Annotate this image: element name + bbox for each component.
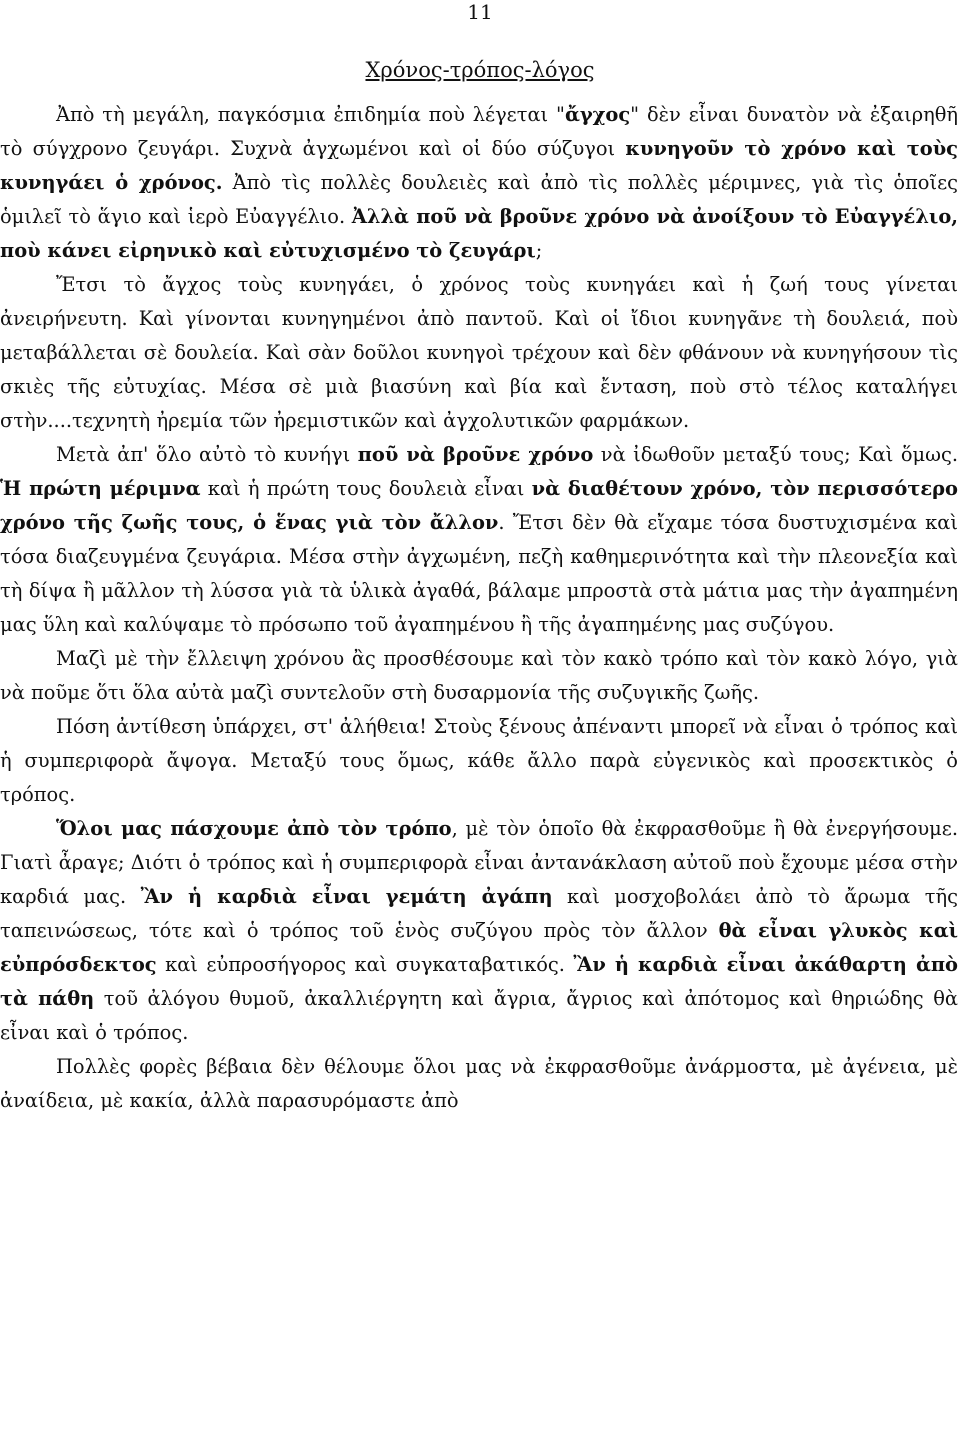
text-run: τοῦ ἀλόγου θυμοῦ, ἀκαλλιέργητη καὶ ἄγρια, ἄγριος καὶ ἀπότομος καὶ θηριώδης θὰ εἶναι καὶ ὁ τρόπος. [0,987,958,1044]
text-run: Ἔτσι τὸ ἄγχος τοὺς κυνηγάει, ὁ χρόνος τοὺς κυνηγάει καὶ ἡ ζωή τους γίνεται ἀνειρήνευτη. Καὶ γίνονται κυνηγημένοι ἀπὸ παντοῦ. Καὶ οἱ ἴδιοι κυνηγᾶνε τὴ δουλειά, ποὺ μεταβάλλεται σὲ δουλεία. Καὶ σὰν δοῦλοι κυνηγοὶ τρέχουν καὶ δὲν φθάνουν νὰ κυνηγήσουν τὶς σκιὲς τῆς εὐτυχίας. Μέσα σὲ μιὰ βιασύνη καὶ βία καὶ ἔνταση, ποὺ στὸ τέλος καταλήγει στὴν....τεχνητὴ ἠρεμία τῶν ἠρεμιστικῶν καὶ ἀγχολυτικῶν φαρμάκων. [0,273,958,432]
text-run: Πολλὲς φορὲς βέβαια δὲν θέλουμε ὅλοι μας νὰ ἐκφρασθοῦμε ἀνάρμοστα, μὲ ἀγένεια, μὲ ἀναίδεια, μὲ κακία, ἀλλὰ παρασυρόμαστε ἀπὸ [0,1055,958,1112]
body-text [0,98,958,1118]
paragraph [0,1050,958,1118]
text-run: ; [535,239,543,262]
paragraph [0,268,958,438]
paragraph [0,710,958,812]
text-run: νὰ ἰδωθοῦν μεταξύ τους; Καὶ ὅμως. [593,443,958,466]
text-run: " δὲν εἶναι δυνατὸν νὰ ἐξαιρηθῆ τὸ σύγχρονο ζευγάρι. Συχνὰ ἀγχωμένοι καὶ οἱ δύο σύζυγοι [0,103,958,160]
bold-text: Ἂν ἡ καρδιὰ εἶναι ἀκάθαρτη ἀπὸ τὰ πάθη [0,953,958,1010]
text-run: καὶ εὐπροσήγορος καὶ συγκαταβατικός. [156,953,574,976]
paragraph [0,642,958,710]
text-run: Πόση ἀντίθεση ὑπάρχει, στ' ἀλήθεια! Στοὺς ξένους ἀπέναντι μπορεῖ νὰ εἶναι ὁ τρόπος καὶ ἡ συμπεριφορὰ ἄψογα. Μεταξύ τους ὅμως, κάθε ἄλλο παρὰ εὐγενικὸς καὶ προσεκτικὸς ὁ τρόπος. [0,715,958,806]
chapter-title: Χρόνος-τρόπος-λόγος [365,58,595,82]
bold-text: ἄγχος [564,103,631,126]
text-run: , μὲ τὸν ὁποῖο θὰ ἐκφρασθοῦμε ἢ θὰ ἐνεργήσουμε. Γιατὶ ἆραγε; Διότι ὁ τρόπος καὶ ἡ συμπεριφορὰ εἶναι ἀντανάκλαση αὐτοῦ ποὺ ἔχουμε μέσα στὴν καρδιά μας. [0,817,958,908]
text-run: Ἀπὸ τὶς πολλὲς δουλειὲς καὶ ἀπὸ τὶς πολλὲς μέριμνες, γιὰ τὶς ὁποῖες ὁμιλεῖ τὸ ἅγιο καὶ ἱερὸ Εὐαγγέλιο. [0,171,958,228]
page-number: 11 [467,0,493,24]
text-run: καὶ μοσχοβολάει ἀπὸ τὸ ἄρωμα τῆς ταπεινώσεως, τότε καὶ ὁ τρόπος τοῦ ἑνὸς συζύγου πρὸς τὸν ἄλλον [0,885,958,942]
bold-text: κυνηγοῦν τὸ χρόνο καὶ τοὺς κυνηγάει ὁ χρόνος. [0,137,958,194]
bold-text: θὰ εἶναι γλυκὸς καὶ εὐπρόσδεκτος [0,919,958,976]
paragraph [0,812,958,1050]
bold-text: νὰ διαθέτουν χρόνο, τὸν περισσότερο χρόνο τῆς ζωῆς τους, ὁ ἕνας γιὰ τὸν ἄλλον [0,477,958,534]
text-run: . Ἔτσι δὲν θὰ εἴχαμε τόσα δυστυχισμένα καὶ τόσα διαζευγμένα ζευγάρια. Μέσα στὴν ἀγχωμένη, πεζὴ καθημερινότητα καὶ τὴν πλεονεξία καὶ τὴ δίψα ἢ μᾶλλον τὴ λύσσα γιὰ τὰ ὑλικὰ ἀγαθά, βάλαμε μπροστὰ στὰ μάτια μας τὴν ἀγαπημένη μας ὕλη καὶ καλύψαμε τὸ πρόσωπο τοῦ ἀγαπημένου ἢ τῆς ἀγαπημένης μας συζύγου. [0,511,958,636]
bold-text: Ἂν ἡ καρδιὰ εἶναι γεμάτη ἀγάπη [140,885,553,908]
text-run: Ἀπὸ τὴ μεγάλη, παγκόσμια ἐπιδημία ποὺ λέγεται " [56,103,565,126]
text-run: καὶ ἡ πρώτη τους δουλειὰ εἶναι [200,477,532,500]
bold-text: Ἀλλὰ ποῦ νὰ βροῦνε χρόνο νὰ ἀνοίξουν τὸ Εὐαγγέλιο, ποὺ κάνει εἰρηνικὸ καὶ εὐτυχισμένο τὸ ζευγάρι [0,205,958,262]
bold-text: ποῦ νὰ βροῦνε χρόνο [357,443,594,466]
text-run: Μετὰ ἀπ' ὅλο αὐτὸ τὸ κυνήγι [56,443,358,466]
paragraph [0,438,958,642]
text-run: Μαζὶ μὲ τὴν ἔλλειψη χρόνου ἂς προσθέσουμε καὶ τὸν κακὸ τρόπο καὶ τὸν κακὸ λόγο, γιὰ νὰ ποῦμε ὅτι ὅλα αὐτὰ μαζὶ συντελοῦν στὴ δυσαρμονία τῆς συζυγικῆς ζωῆς. [0,647,958,704]
bold-text: Ὅλοι μας πάσχουμε ἀπὸ τὸν τρόπο [56,817,452,840]
bold-text: Ἡ πρώτη μέριμνα [0,477,201,500]
paragraph [0,98,958,268]
